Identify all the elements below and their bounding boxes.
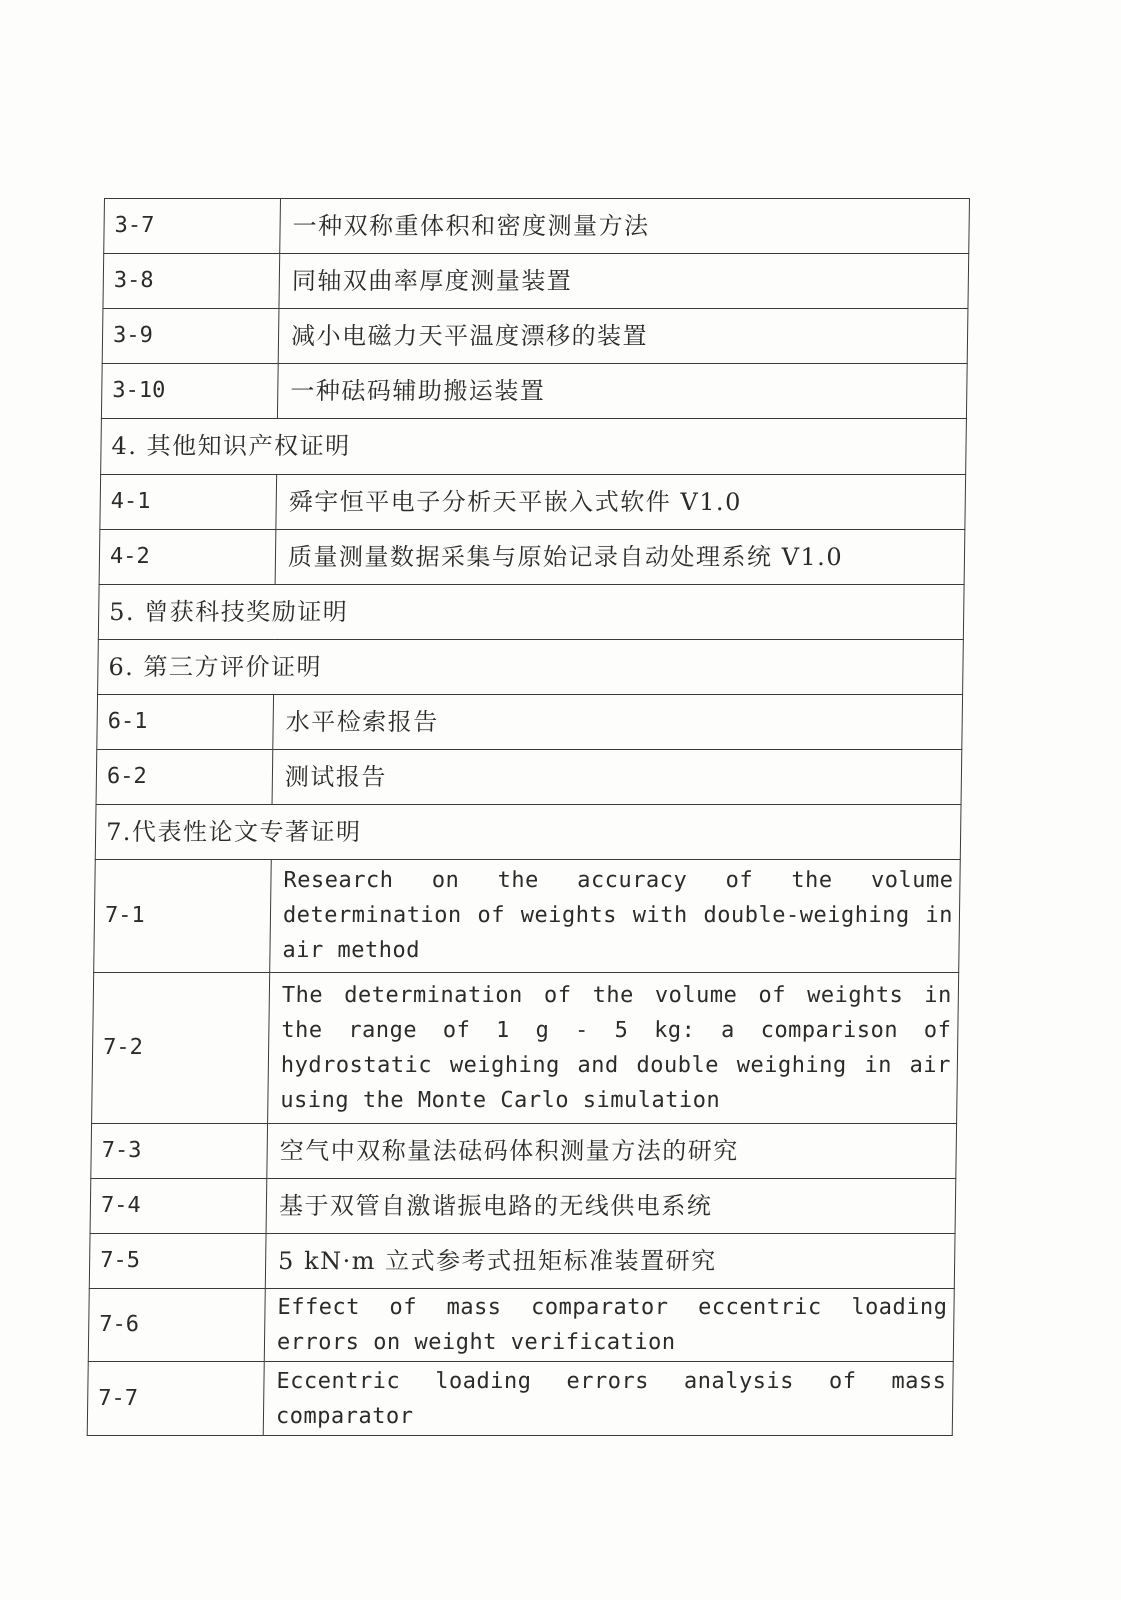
item-number: 7-5 <box>89 1233 266 1288</box>
item-title: 减小电磁力天平温度漂移的装置 <box>278 309 968 364</box>
item-number: 4-1 <box>100 474 277 529</box>
item-number: 7-4 <box>90 1178 267 1233</box>
table-row <box>89 1233 955 1288</box>
item-number: 7-1 <box>94 860 272 972</box>
section-heading: 4. 其他知识产权证明 <box>101 419 967 474</box>
item-number: 7-2 <box>92 972 270 1123</box>
item-title: 舜宇恒平电子分析天平嵌入式软件 V1.0 <box>276 474 966 529</box>
item-number: 7-3 <box>91 1123 268 1178</box>
table-row <box>97 694 963 749</box>
section-row <box>98 584 964 639</box>
item-title: 测试报告 <box>272 750 962 805</box>
materials-table <box>87 198 970 1436</box>
section-heading: 6. 第三方评价证明 <box>98 639 964 694</box>
item-title: 质量测量数据采集与原始记录自动处理系统 V1.0 <box>275 529 965 584</box>
item-title: 一种砝码辅助搬运装置 <box>277 364 967 419</box>
table-row <box>92 972 959 1123</box>
table-row <box>87 1362 953 1436</box>
item-number: 7-7 <box>87 1362 264 1436</box>
table-row <box>96 750 962 805</box>
item-title: 同轴双曲率厚度测量装置 <box>279 254 969 309</box>
table-row <box>99 529 965 584</box>
table-row <box>102 309 968 364</box>
item-title: 5 kN·m 立式参考式扭矩标准装置研究 <box>265 1233 955 1288</box>
section-row <box>98 639 964 694</box>
table-row <box>94 860 961 972</box>
item-number: 7-6 <box>88 1288 265 1361</box>
table-row <box>91 1123 957 1178</box>
item-title: 水平检索报告 <box>273 694 963 749</box>
item-title: 基于双管自激谐振电路的无线供电系统 <box>266 1178 956 1233</box>
item-number: 6-2 <box>96 750 273 805</box>
section-row <box>95 805 961 860</box>
item-title: Eccentric loading errors analysis of mass comparator <box>263 1362 953 1436</box>
item-number: 3-8 <box>103 254 280 309</box>
table-row <box>101 364 967 419</box>
item-title: Effect of mass comparator eccentric loading errors on weight verification <box>264 1288 954 1361</box>
item-number: 3-10 <box>101 364 278 419</box>
item-title: Research on the accuracy of the volume determination of weights with double-weighing in air method <box>270 860 961 972</box>
item-number: 6-1 <box>97 694 274 749</box>
table-row <box>90 1178 956 1233</box>
item-title: 一种双称重体积和密度测量方法 <box>280 199 970 254</box>
section-row <box>101 419 967 474</box>
table-row <box>104 199 970 254</box>
item-number: 3-9 <box>102 309 279 364</box>
item-title: 空气中双称量法砝码体积测量方法的研究 <box>267 1123 957 1178</box>
table-row <box>103 254 969 309</box>
item-title: The determination of the volume of weights in the range of 1 g - 5 kg: a comparison of hydrostatic weighing and double weighing in air using the Monte Carlo simulation <box>268 972 959 1123</box>
section-heading: 5. 曾获科技奖励证明 <box>98 584 964 639</box>
item-number: 4-2 <box>99 529 276 584</box>
item-number: 3-7 <box>104 199 281 254</box>
table-row <box>100 474 966 529</box>
table-row <box>88 1288 954 1361</box>
section-heading: 7.代表性论文专著证明 <box>95 805 961 860</box>
